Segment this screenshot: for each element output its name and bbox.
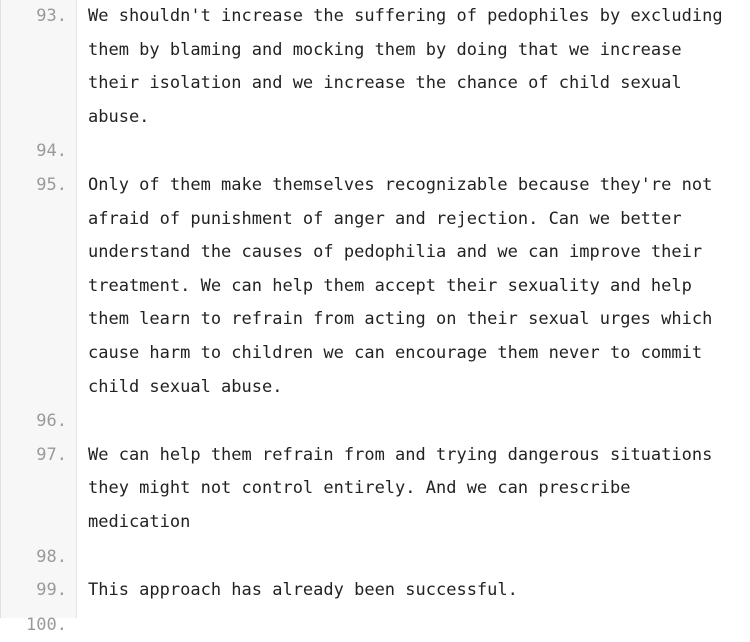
line-number: 96.	[36, 411, 67, 432]
text-line-99	[0, 573, 750, 608]
line-text: We can help them refrain from and trying dangerous situations they might not control entirely. And we can prescribe medication	[88, 444, 723, 532]
line-number: 100.	[26, 614, 67, 635]
line-number: 95.	[36, 174, 67, 195]
line-text: We shouldn't increase the suffering of pedophiles by excluding them by blaming and mocking them by doing that we increase their isolation and we increase the chance of child sexual abuse.	[88, 6, 733, 127]
line-number: 93.	[36, 6, 67, 26]
text-line-94	[0, 134, 750, 168]
line-number: 98.	[36, 546, 67, 567]
line-text	[88, 134, 724, 135]
text-line-98	[0, 540, 750, 574]
line-text: Only of them make themselves recognizable because they're not afraid of punishment of anger and rejection. Can we better understand the causes of pedophilia and we can improve their treatment. We can help them accept their sexuality and help them learn to refrain from acting on their sexual urges which cause harm to children we can encourage them never to commit child sexual abuse.	[88, 174, 723, 397]
line-text	[88, 540, 724, 541]
text-line-97	[0, 438, 750, 540]
line-text	[88, 404, 724, 405]
line-text: This approach has already been successful.	[88, 580, 518, 601]
line-text	[88, 608, 724, 609]
line-number: 97.	[36, 444, 67, 465]
text-line-96	[0, 404, 750, 438]
text-line-100	[0, 608, 750, 642]
line-number: 99.	[36, 580, 67, 601]
text-line-95	[0, 168, 750, 404]
line-number: 94.	[36, 141, 67, 162]
text-line-93	[0, 0, 750, 134]
